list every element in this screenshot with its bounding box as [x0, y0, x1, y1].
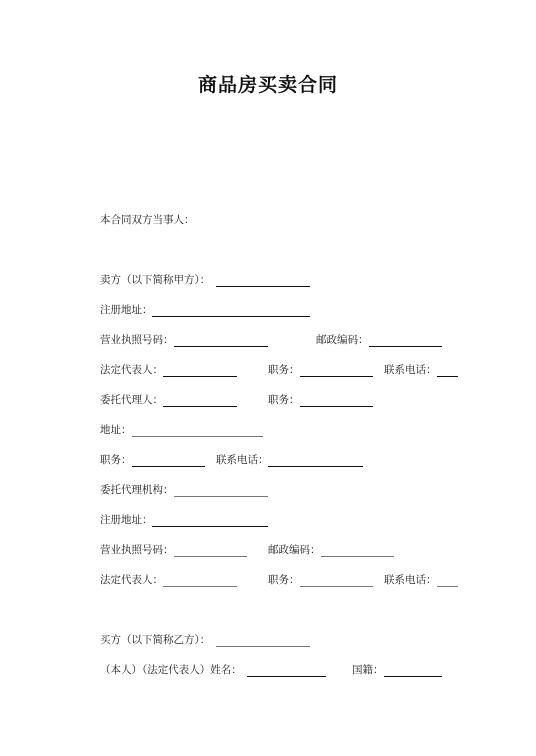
agency-postal-code-label: 邮政编码： — [268, 544, 321, 556]
license-blank[interactable] — [174, 346, 268, 347]
agent-position2-label: 职务： — [100, 454, 132, 466]
agency-reg-address-label: 注册地址： — [100, 514, 153, 526]
document-title: 商品房买卖合同 — [197, 74, 338, 96]
postal-code-blank[interactable] — [369, 346, 442, 347]
agent-position-blank[interactable] — [300, 406, 373, 407]
agency-license-blank[interactable] — [174, 556, 247, 557]
buyer-name-label: （本人）（法定代表人）姓名： — [100, 664, 242, 676]
position-label: 职务： — [268, 364, 300, 376]
agency-license-label: 营业执照号码： — [100, 544, 174, 556]
buyer-name-blank[interactable] — [216, 646, 310, 647]
agency-legal-rep-blank[interactable] — [163, 586, 237, 587]
address-blank[interactable] — [132, 436, 263, 437]
agent-position2-blank[interactable] — [132, 466, 205, 467]
position-blank[interactable] — [300, 376, 373, 377]
agency-position-label: 职务： — [268, 574, 300, 586]
agent-position-label: 职务： — [268, 394, 300, 406]
agency-legal-rep-label: 法定代表人： — [100, 574, 163, 586]
nationality-blank[interactable] — [384, 676, 442, 677]
intro-text: 本合同双方当事人： — [100, 214, 195, 226]
buyer-person-name-blank[interactable] — [247, 676, 326, 677]
seller-name-blank[interactable] — [216, 286, 310, 287]
phone-blank[interactable] — [437, 376, 458, 377]
agency-phone-blank[interactable] — [437, 586, 458, 587]
nationality-label: 国籍： — [352, 664, 384, 676]
agency-label: 委托代理机构： — [100, 484, 174, 496]
agent-label: 委托代理人： — [100, 394, 163, 406]
seller-heading: 卖方（以下简称甲方）： — [100, 274, 211, 286]
reg-address-blank[interactable] — [152, 316, 310, 317]
reg-address-label: 注册地址： — [100, 304, 153, 316]
legal-rep-blank[interactable] — [163, 376, 237, 377]
postal-code-label: 邮政编码： — [316, 334, 369, 346]
agent-phone-label: 联系电话： — [216, 454, 269, 466]
agency-reg-address-blank[interactable] — [152, 526, 268, 527]
license-label: 营业执照号码： — [100, 334, 174, 346]
agent-phone-blank[interactable] — [268, 466, 363, 467]
agency-postal-code-blank[interactable] — [321, 556, 394, 557]
agency-blank[interactable] — [174, 496, 268, 497]
legal-rep-label: 法定代表人： — [100, 364, 163, 376]
agent-blank[interactable] — [163, 406, 237, 407]
buyer-heading: 买方（以下简称乙方）： — [100, 634, 211, 646]
agency-phone-label: 联系电话： — [384, 574, 437, 586]
phone-label: 联系电话： — [384, 364, 437, 376]
address-label: 地址： — [100, 424, 132, 436]
agency-position-blank[interactable] — [300, 586, 373, 587]
